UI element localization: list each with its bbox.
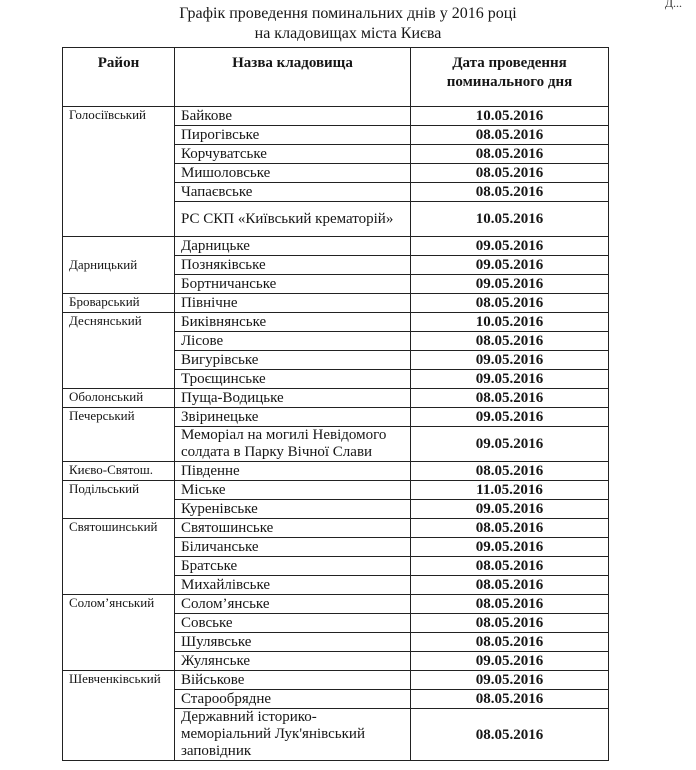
date-cell: 09.05.2016 <box>411 427 609 462</box>
cemetery-name-cell: Міське <box>175 481 411 500</box>
cemetery-name-cell: Корчуватське <box>175 145 411 164</box>
date-cell: 08.05.2016 <box>411 294 609 313</box>
district-cell: Деснянський <box>63 313 175 389</box>
date-cell: 11.05.2016 <box>411 481 609 500</box>
cemetery-name-cell: Солом’янське <box>175 595 411 614</box>
district-cell: Солом’янський <box>63 595 175 671</box>
table-row <box>63 107 609 126</box>
date-cell: 09.05.2016 <box>411 370 609 389</box>
title-line-2: на кладовищах міста Києва <box>254 25 442 42</box>
date-cell: 08.05.2016 <box>411 389 609 408</box>
date-cell: 08.05.2016 <box>411 145 609 164</box>
district-cell: Святошинський <box>63 519 175 595</box>
cemetery-name-cell: Вигурівське <box>175 351 411 370</box>
date-cell: 09.05.2016 <box>411 538 609 557</box>
date-cell: 08.05.2016 <box>411 633 609 652</box>
date-cell: 08.05.2016 <box>411 183 609 202</box>
date-cell: 09.05.2016 <box>411 275 609 294</box>
district-cell: Голосіївський <box>63 107 175 237</box>
table-row <box>63 389 609 408</box>
table-row <box>63 408 609 427</box>
district-cell: Дарницький <box>63 237 175 294</box>
table-row <box>63 313 609 332</box>
date-cell: 10.05.2016 <box>411 202 609 237</box>
cemetery-name-cell: Совське <box>175 614 411 633</box>
cemetery-name-cell: Шулявське <box>175 633 411 652</box>
cemetery-name-cell: РС СКП «Київський крематорій» <box>175 202 411 237</box>
date-cell: 09.05.2016 <box>411 237 609 256</box>
date-cell: 09.05.2016 <box>411 500 609 519</box>
table-body <box>63 107 609 761</box>
schedule-table <box>62 47 609 761</box>
cemetery-name-cell: Святошинське <box>175 519 411 538</box>
table-row <box>63 237 609 256</box>
table-row <box>63 519 609 538</box>
cemetery-name-cell: Жулянське <box>175 652 411 671</box>
cemetery-name-cell: Меморіал на могилі Невідомого солдата в Парку Вічної Слави <box>175 427 411 462</box>
cemetery-name-cell: Бортничанське <box>175 275 411 294</box>
date-cell: 08.05.2016 <box>411 332 609 351</box>
header-cemetery: Назва кладовища <box>175 48 411 107</box>
cemetery-name-cell: Байкове <box>175 107 411 126</box>
cemetery-name-cell: Старообрядне <box>175 690 411 709</box>
district-cell: Печерський <box>63 408 175 462</box>
corner-mark: Д... <box>664 0 682 10</box>
header-district: Район <box>63 48 175 107</box>
date-cell: 08.05.2016 <box>411 576 609 595</box>
date-cell: 08.05.2016 <box>411 519 609 538</box>
date-cell: 08.05.2016 <box>411 614 609 633</box>
date-cell: 08.05.2016 <box>411 690 609 709</box>
district-cell: Києво-Святош. <box>63 462 175 481</box>
date-cell: 10.05.2016 <box>411 313 609 332</box>
cemetery-name-cell: Пирогівське <box>175 126 411 145</box>
cemetery-name-cell: Позняківське <box>175 256 411 275</box>
date-cell: 09.05.2016 <box>411 351 609 370</box>
cemetery-name-cell: Лісове <box>175 332 411 351</box>
district-cell: Броварський <box>63 294 175 313</box>
table-row <box>63 595 609 614</box>
cemetery-name-cell: Біличанське <box>175 538 411 557</box>
cemetery-name-cell: Куренівське <box>175 500 411 519</box>
table-row <box>63 462 609 481</box>
title-line-1: Графік проведення поминальних днів у 2016 році <box>179 5 517 22</box>
date-cell: 08.05.2016 <box>411 709 609 761</box>
cemetery-name-cell: Військове <box>175 671 411 690</box>
date-cell: 09.05.2016 <box>411 671 609 690</box>
date-cell: 08.05.2016 <box>411 462 609 481</box>
table-row <box>63 481 609 500</box>
page-title <box>0 4 696 44</box>
table-row <box>63 294 609 313</box>
cemetery-name-cell: Михайлівське <box>175 576 411 595</box>
district-cell: Подільський <box>63 481 175 519</box>
cemetery-name-cell: Троєщинське <box>175 370 411 389</box>
table-row <box>63 671 609 690</box>
cemetery-name-cell: Мишоловське <box>175 164 411 183</box>
cemetery-name-cell: Дарницьке <box>175 237 411 256</box>
date-cell: 08.05.2016 <box>411 126 609 145</box>
date-cell: 09.05.2016 <box>411 652 609 671</box>
district-cell: Оболонський <box>63 389 175 408</box>
date-cell: 08.05.2016 <box>411 557 609 576</box>
cemetery-name-cell: Биківнянське <box>175 313 411 332</box>
date-cell: 09.05.2016 <box>411 408 609 427</box>
cemetery-name-cell: Південне <box>175 462 411 481</box>
date-cell: 09.05.2016 <box>411 256 609 275</box>
date-cell: 08.05.2016 <box>411 595 609 614</box>
cemetery-name-cell: Північне <box>175 294 411 313</box>
cemetery-name-cell: Чапаєвське <box>175 183 411 202</box>
cemetery-name-cell: Пуща-Водицьке <box>175 389 411 408</box>
cemetery-name-cell: Державний історико-меморіальний Лук'янівський заповідник <box>175 709 411 761</box>
header-date: Дата проведення поминального дня <box>411 48 609 107</box>
district-cell: Шевченківський <box>63 671 175 761</box>
cemetery-name-cell: Братське <box>175 557 411 576</box>
date-cell: 10.05.2016 <box>411 107 609 126</box>
cemetery-name-cell: Звіринецьке <box>175 408 411 427</box>
table-header-row <box>63 48 609 107</box>
date-cell: 08.05.2016 <box>411 164 609 183</box>
